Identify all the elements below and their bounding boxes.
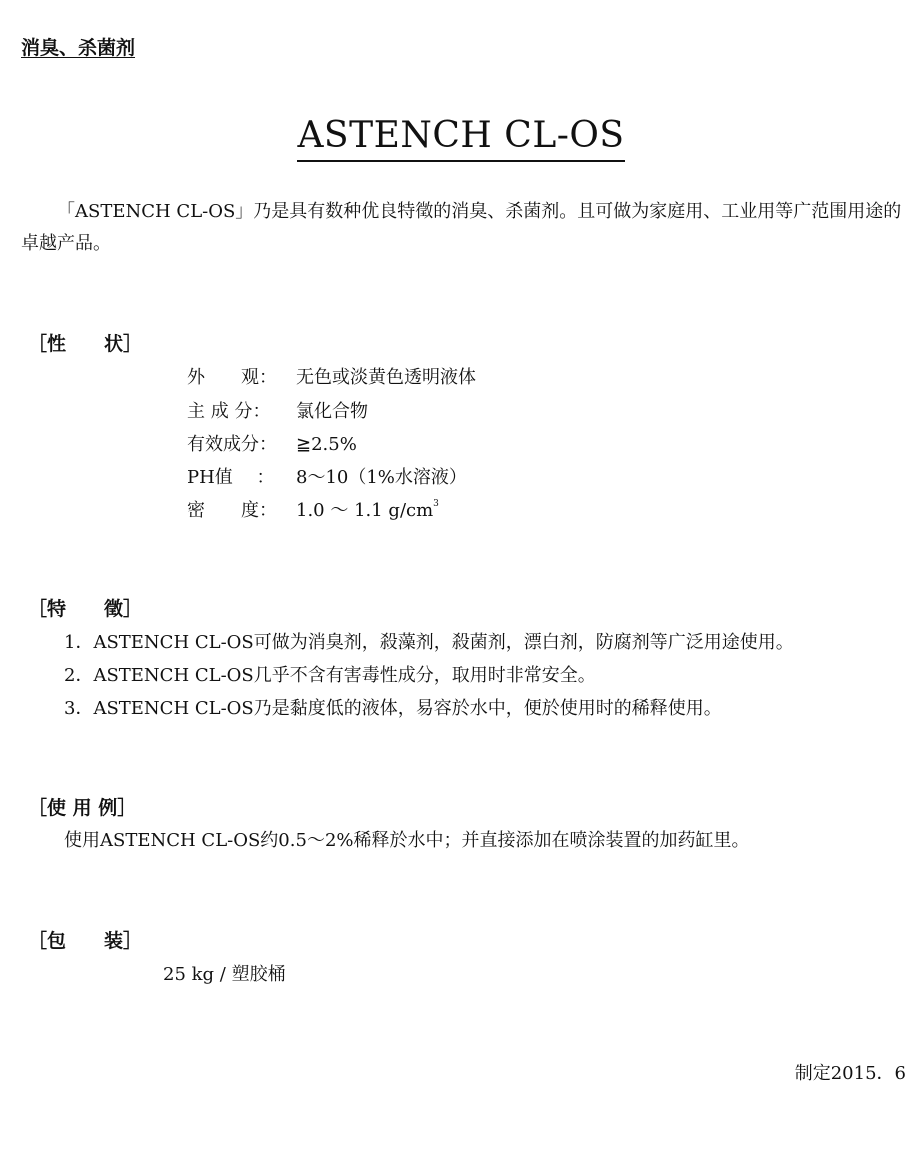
property-appearance [187, 363, 476, 389]
property-main-ingredient [187, 397, 368, 423]
property-label: 外 观： [187, 367, 277, 388]
property-density [187, 496, 439, 522]
property-value: 氯化合物 [296, 401, 368, 422]
property-value: 1.0 ～ 1.1 g/cm [296, 500, 434, 521]
intro-paragraph: 「ASTENCH CL-OS」乃是具有数种优良特徵的消臭、杀菌剂。且可做为家庭用、工业用等广范围用途的卓越产品。 [21, 201, 902, 254]
property-value: 8～10（1%水溶液） [296, 467, 467, 488]
title-text: ASTENCH CL-OS [297, 114, 624, 162]
packaging-text: 25 kg / 塑胶桶 [163, 964, 286, 985]
usage-heading: ［使 用 例］ [28, 797, 137, 819]
property-ph [187, 463, 467, 489]
revision-date: 制定2015．6 [794, 1063, 906, 1084]
feature-item-3: 3．ASTENCH CL-OS乃是黏度低的液体，易容於水中，便於使用时的稀释使用。 [64, 698, 722, 719]
feature-item-1: 1．ASTENCH CL-OS可做为消臭剂，殺藻剂，殺菌剂，漂白剂，防腐剂等广泛用途使用。 [64, 632, 794, 653]
property-value: ≧2.5% [296, 434, 357, 455]
property-label: PH值 ： [187, 467, 275, 488]
property-value: 无色或淡黄色透明液体 [296, 367, 476, 388]
features-heading: ［特 徵］ [28, 598, 143, 620]
properties-heading: ［性 状］ [28, 333, 143, 355]
property-label: 主 成 分： [187, 401, 271, 422]
document-title [0, 114, 922, 162]
feature-item-2: 2．ASTENCH CL-OS几乎不含有害毒性成分，取用时非常安全。 [64, 665, 596, 686]
superscript-3: 3 [433, 499, 439, 509]
property-active-content [187, 430, 357, 456]
packaging-heading: ［包 装］ [28, 930, 143, 952]
property-label: 有效成分： [187, 434, 277, 455]
usage-text: 使用ASTENCH CL-OS约0.5～2%稀释於水中；并直接添加在喷涂装置的加药缸里。 [64, 830, 750, 851]
property-label: 密 度： [187, 500, 277, 521]
category-label: 消臭、杀菌剂 [21, 37, 136, 59]
